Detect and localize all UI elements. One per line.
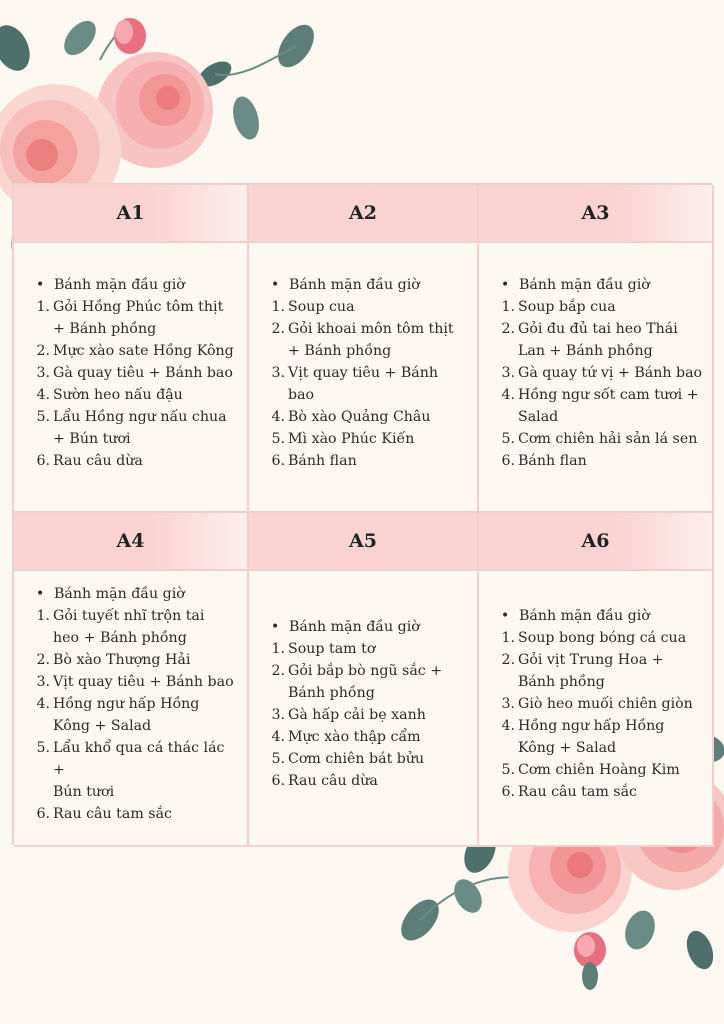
menu-grid xyxy=(12,183,712,845)
menu-code: A5 xyxy=(249,513,477,571)
dish-list xyxy=(249,243,477,511)
dish-item: 2. Bò xào Thượng Hải xyxy=(36,652,191,668)
dish-item: 2. Gỏi bắp bò ngũ sắc + Bánh phồng xyxy=(271,663,443,701)
dish-item: 6. Bánh flan xyxy=(271,453,357,469)
menu-code: A1 xyxy=(14,185,247,243)
dish-item: 4. Hồng ngư hấp Hồng Kông + Salad xyxy=(36,696,200,734)
menu-card-a4 xyxy=(14,513,249,847)
menu-code: A2 xyxy=(249,185,477,243)
dish-item: 4. Mực xào thập cẩm xyxy=(271,729,421,745)
dish-item: 2. Gỏi đu đủ tai heo Thái Lan + Bánh phồng xyxy=(501,321,678,359)
menu-card-a1 xyxy=(14,185,249,513)
dish-item: 2. Gỏi vịt Trung Hoa + Bánh phồng xyxy=(501,652,664,690)
dish-item: 5. Mì xào Phúc Kiến xyxy=(271,431,415,447)
dish-item: 6. Rau câu dừa xyxy=(271,773,378,789)
dish-item: 3. Vịt quay tiêu + Bánh bao xyxy=(271,365,439,403)
starter-item: • Bánh mặn đầu giờ xyxy=(28,583,239,605)
menu-code: A3 xyxy=(479,185,712,243)
dish-item: 1. Gỏi tuyết nhĩ trộn tai heo + Bánh phồng xyxy=(36,608,205,646)
menu-card-a3 xyxy=(479,185,714,513)
dish-item: 2. Gỏi khoai môn tôm thịt + Bánh phồng xyxy=(271,321,454,359)
dish-list xyxy=(14,571,247,845)
dish-item: 3. Gà hấp cải bẹ xanh xyxy=(271,707,426,723)
dish-item: 4. Sườn heo nấu đậu xyxy=(36,387,183,403)
menu-card-a5 xyxy=(249,513,479,847)
dish-list xyxy=(479,243,712,511)
starter-item: • Bánh mặn đầu giờ xyxy=(28,274,239,296)
dish-item: 3. Gà quay tiêu + Bánh bao xyxy=(36,365,233,381)
dish-item: 2. Mực xào sate Hồng Kông xyxy=(36,343,234,359)
dish-item: 6. Rau câu tam sắc xyxy=(501,784,637,800)
bullet-icon: • xyxy=(501,277,510,293)
dish-item: 6. Bánh flan xyxy=(501,453,587,469)
menu-code: A6 xyxy=(479,513,712,571)
bullet-icon: • xyxy=(36,586,45,602)
bullet-icon: • xyxy=(271,277,280,293)
dish-item: 6. Rau câu tam sắc xyxy=(36,806,172,822)
menu-code: A4 xyxy=(14,513,247,571)
dish-item: 3. Giò heo muối chiên giòn xyxy=(501,696,693,712)
menu-card-a2 xyxy=(249,185,479,513)
bullet-icon: • xyxy=(36,277,45,293)
menu-card-a6 xyxy=(479,513,714,847)
dish-item: 6. Rau câu dừa xyxy=(36,453,143,469)
dish-item: 4. Bò xào Quảng Châu xyxy=(271,409,431,425)
bullet-icon: • xyxy=(271,619,280,635)
dish-item: 3. Gà quay tứ vị + Bánh bao xyxy=(501,365,703,381)
dish-item: 5. Cơm chiên Hoàng Kim xyxy=(501,762,680,778)
dish-list xyxy=(479,571,712,845)
starter-item: • Bánh mặn đầu giờ xyxy=(493,605,704,627)
starter-item: • Bánh mặn đầu giờ xyxy=(263,616,469,638)
dish-item: 1. Soup bắp cua xyxy=(501,299,616,315)
dish-item: 5. Cơm chiên bát bửu xyxy=(271,751,425,767)
dish-item: 5. Cơm chiên hải sản lá sen xyxy=(501,431,698,447)
dish-item: 4. Hồng ngư hấp Hồng Kông + Salad xyxy=(501,718,665,756)
dish-list xyxy=(249,571,477,845)
dish-item: 1. Soup cua xyxy=(271,299,355,315)
dish-item: 3. Vịt quay tiêu + Bánh bao xyxy=(36,674,234,690)
dish-item: 1. Soup tam tơ xyxy=(271,641,376,657)
bullet-icon: • xyxy=(501,608,510,624)
dish-list xyxy=(14,243,247,511)
starter-item: • Bánh mặn đầu giờ xyxy=(263,274,469,296)
starter-item: • Bánh mặn đầu giờ xyxy=(493,274,704,296)
dish-item: 5. Lẩu khổ qua cá thác lác + Bún tươi xyxy=(36,740,225,800)
dish-item: 4. Hồng ngư sốt cam tươi + Salad xyxy=(501,387,699,425)
dish-item: 1. Soup bong bóng cá cua xyxy=(501,630,687,646)
dish-item: 5. Lẩu Hồng ngư nấu chua + Bún tươi xyxy=(36,409,227,447)
dish-item: 1. Gỏi Hồng Phúc tôm thịt + Bánh phồng xyxy=(36,299,224,337)
